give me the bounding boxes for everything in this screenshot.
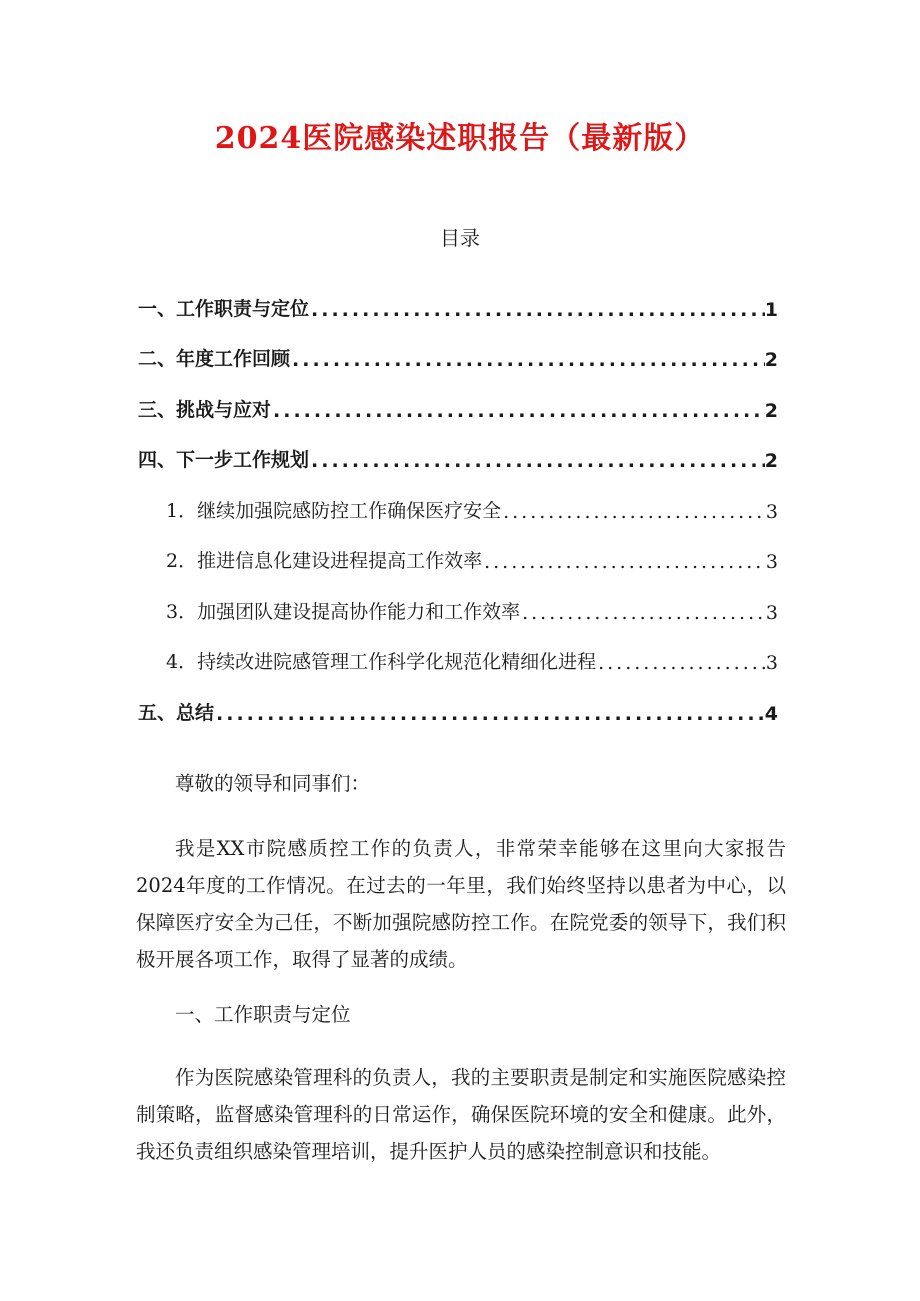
toc-leader-dots: [520, 602, 766, 624]
toc-entry[interactable]: [138, 674, 778, 725]
document-title: 2024医院感染述职报告（最新版）: [214, 121, 706, 156]
toc-subentry[interactable]: [138, 624, 778, 675]
toc-entry-page: 3: [765, 551, 778, 573]
toc-entry[interactable]: [138, 270, 778, 321]
toc-leader-dots: [596, 652, 766, 674]
table-of-contents: [138, 270, 778, 725]
toc-entry-label: 五、总结: [138, 701, 215, 724]
toc-leader-dots: [309, 450, 765, 472]
toc-entry-page: 4: [764, 702, 778, 725]
section-heading: 一、工作职责与定位: [175, 1003, 351, 1026]
toc-entry-page: 1: [764, 298, 778, 321]
toc-subentry[interactable]: [138, 523, 778, 574]
salutation-paragraph: 尊敬的领导和同事们：: [175, 772, 371, 795]
toc-entry-page: 2: [764, 450, 778, 472]
section-paragraph: 作为医院感染管理科的负责人，我的主要职责是制定和实施医院感染控制策略，监督感染管理科的日常运作，确保医院环境的安全和健康。此外，我还负责组织感染管理培训，提升医护人员的感染控制意识和技能。: [136, 1066, 786, 1163]
toc-entry[interactable]: [138, 422, 778, 473]
toc-entry-label: 一、工作职责与定位: [138, 297, 310, 320]
toc-entry[interactable]: [138, 321, 778, 372]
toc-entry-page: 3: [765, 601, 778, 624]
toc-leader-dots: [482, 551, 766, 573]
toc-entry-label: 4．持续改进院感管理工作科学化规范化精细化进程: [166, 651, 597, 673]
toc-entry-label: 二、年度工作回顾: [138, 348, 291, 370]
toc-entry-label: 3．加强团队建设提高协作能力和工作效率: [166, 600, 521, 623]
toc-entry-label: 2．推进信息化建设进程提高工作效率: [166, 550, 483, 572]
toc-leader-dots: [271, 400, 765, 422]
intro-paragraph: 我是XX市院感质控工作的负责人，非常荣幸能够在这里向大家报告2024年度的工作情况。在过去的一年里，我们始终坚持以患者为中心，以保障医疗安全为己任，不断加强院感防控工作。在院党委的领导下，我们积极开展各项工作，取得了显著的成绩。: [136, 837, 786, 971]
toc-entry-label: 四、下一步工作规划: [138, 449, 310, 471]
toc-entry[interactable]: [138, 371, 778, 422]
toc-subentry[interactable]: [138, 472, 778, 523]
toc-leader-dots: [309, 299, 765, 321]
toc-leader-dots: [214, 703, 765, 725]
toc-heading: 目录: [440, 226, 480, 250]
toc-leader-dots: [501, 501, 766, 523]
document-body: [136, 765, 786, 1188]
toc-entry-page: 2: [764, 349, 778, 371]
toc-subentry[interactable]: [138, 573, 778, 624]
toc-leader-dots: [290, 349, 765, 371]
toc-entry-page: 3: [765, 500, 778, 523]
toc-entry-page: 3: [765, 652, 778, 674]
toc-entry-page: 2: [764, 399, 778, 422]
toc-entry-label: 三、挑战与应对: [138, 398, 272, 421]
toc-entry-label: 1．继续加强院感防控工作确保医疗安全: [166, 499, 502, 522]
